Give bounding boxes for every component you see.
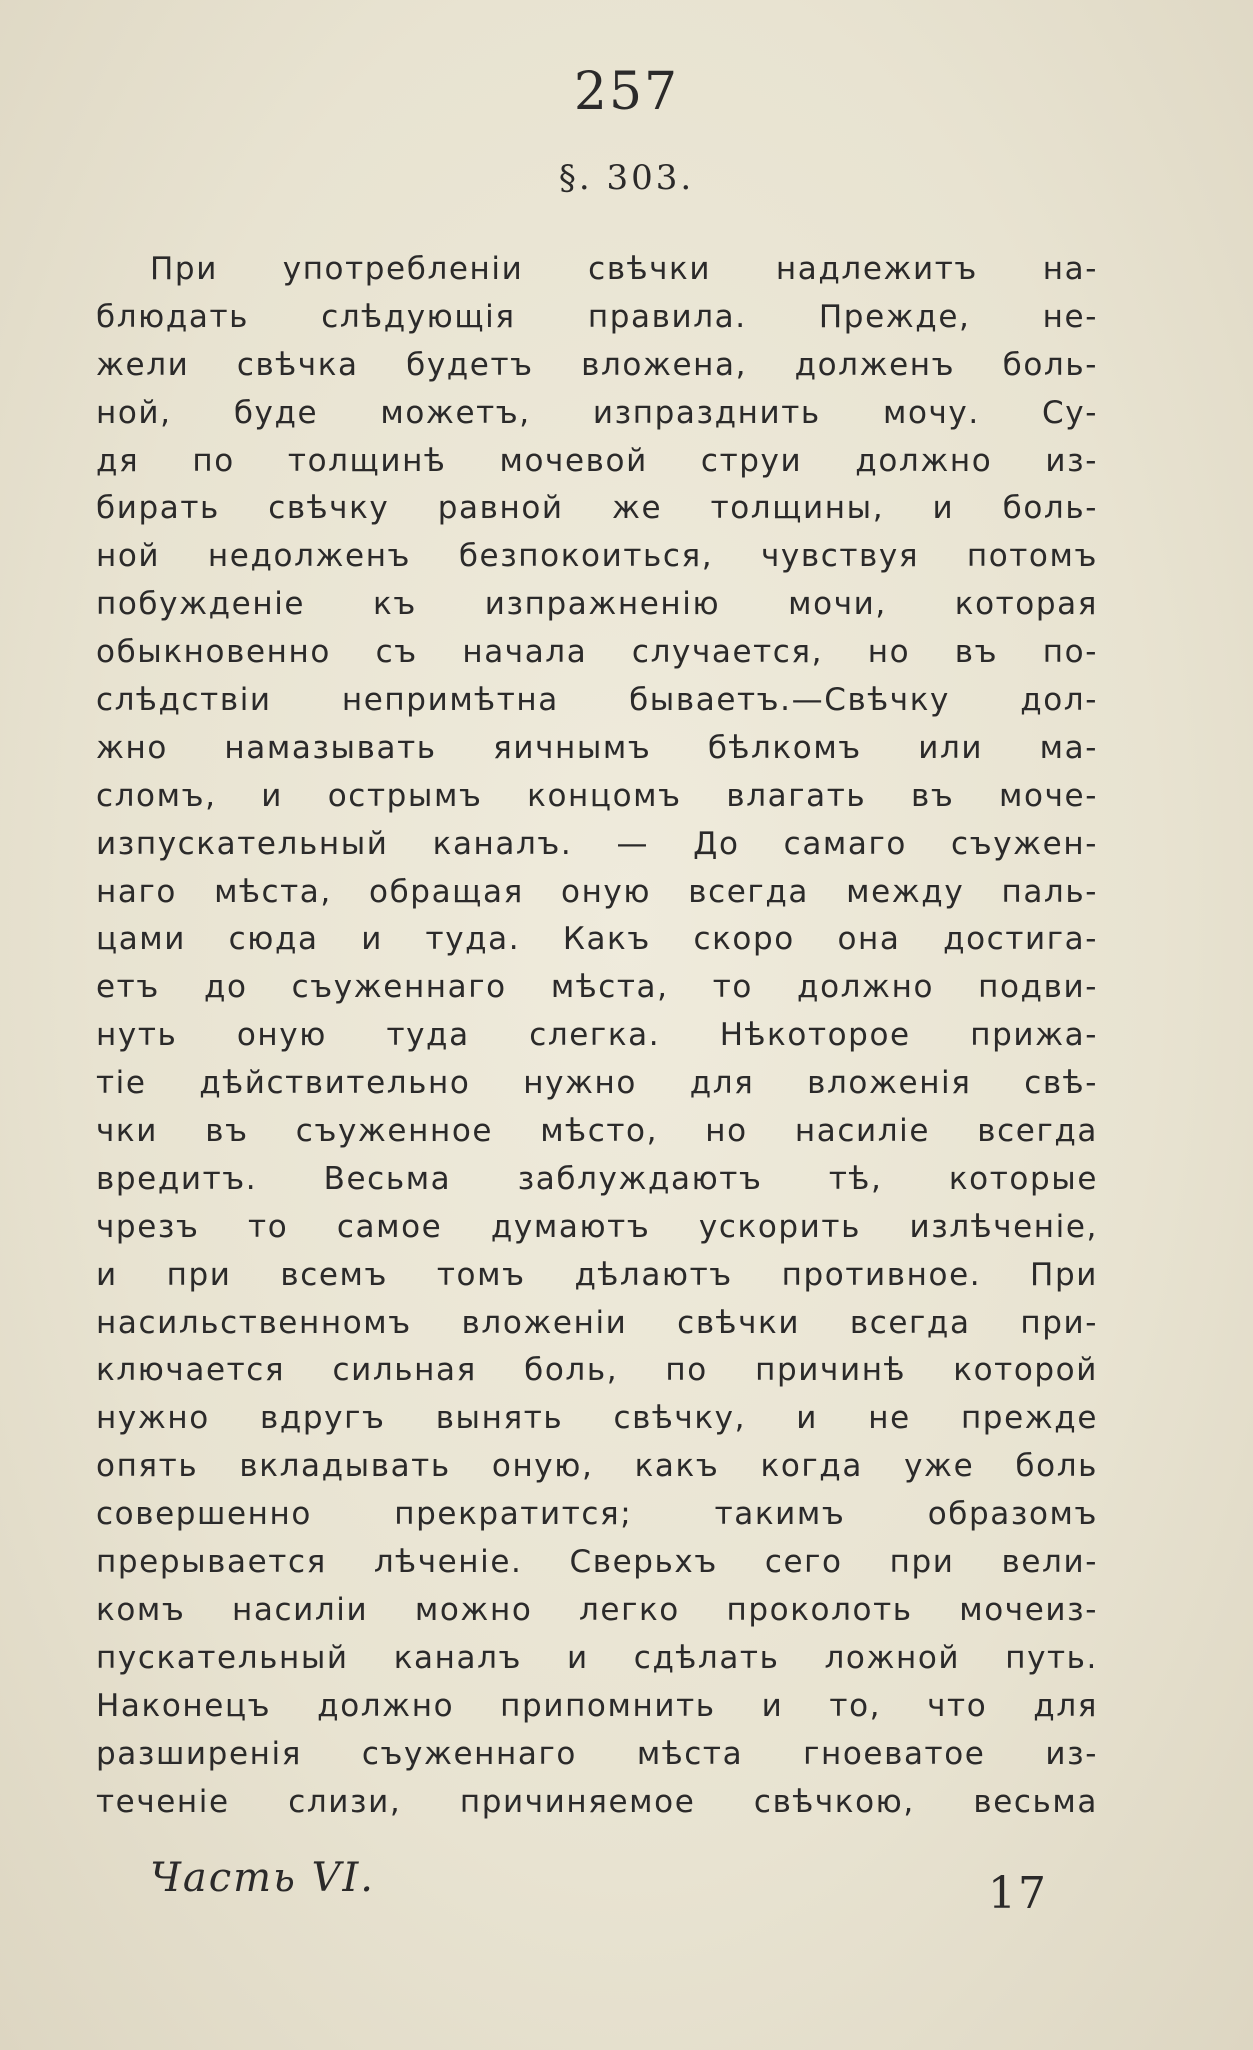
text-line: жели свѣчка будетъ вложена, долженъ боль- <box>96 346 1098 383</box>
text-line: совершенно прекратится; такимъ образомъ <box>96 1496 1098 1533</box>
text-line: ной, буде можетъ, изпразднить мочу. Су- <box>96 394 1098 431</box>
text-line: изпускательный каналъ. — До самаго съужен- <box>96 825 1098 862</box>
text-line: разширенія съуженнаго мѣста гноеватое из- <box>96 1735 1098 1772</box>
page-number: 257 <box>573 62 680 122</box>
text-line: комъ насиліи можно легко проколоть мочеиз- <box>96 1591 1098 1628</box>
section-heading: §. 303. <box>558 158 695 198</box>
part-label: Часть VI. <box>150 1855 375 1901</box>
text-line: ной недолженъ безпокоиться, чувствуя потомъ <box>96 538 1098 575</box>
text-line: нужно вдругъ вынять свѣчку, и не прежде <box>96 1400 1098 1437</box>
text-line: слѣдствіи непримѣтна бываетъ.—Свѣчку дол- <box>96 682 1098 719</box>
text-line: опять вкладывать оную, какъ когда уже боль <box>96 1448 1098 1485</box>
text-line: обыкновенно съ начала случается, но въ по- <box>96 634 1098 671</box>
text-line: теченіе слизи, причиняемое свѣчкою, весьма <box>96 1783 1098 1820</box>
text-line: побужденіе къ изпражненію мочи, которая <box>96 586 1098 623</box>
text-line: прерывается лѣченіе. Сверьхъ сего при вели- <box>96 1544 1098 1581</box>
text-line: и при всемъ томъ дѣлаютъ противное. При <box>96 1256 1098 1293</box>
text-line: При употребленіи свѣчки надлежитъ на- <box>150 251 1098 287</box>
text-line: нуть оную туда слегка. Нѣкоторое прижа- <box>96 1017 1098 1054</box>
text-line: цами сюда и туда. Какъ скоро она достига- <box>96 921 1098 958</box>
text-line: жно намазывать яичнымъ бѣлкомъ или ма- <box>96 729 1098 766</box>
text-line: блюдать слѣдующія правила. Прежде, не- <box>96 298 1098 335</box>
text-line: насильственномъ вложеніи свѣчки всегда при- <box>96 1304 1098 1341</box>
text-line: чки въ съуженное мѣсто, но насиліе всегда <box>96 1113 1098 1150</box>
signature-mark: 17 <box>988 1868 1048 1919</box>
text-line: пускательный каналъ и сдѣлать ложной путь. <box>96 1639 1098 1676</box>
text-line: Наконецъ должно припомнить и то, что для <box>96 1687 1098 1724</box>
text-line: наго мѣста, обращая оную всегда между паль- <box>96 873 1098 910</box>
text-line: бирать свѣчку равной же толщины, и боль- <box>96 490 1098 527</box>
text-line: тіе дѣйствительно нужно для вложенія свѣ- <box>96 1065 1098 1102</box>
text-line: дя по толщинѣ мочевой струи должно из- <box>96 442 1098 479</box>
text-line: сломъ, и острымъ концомъ влагать въ моче- <box>96 777 1098 814</box>
text-line: чрезъ то самое думаютъ ускорить излѣченіе, <box>96 1208 1098 1245</box>
body-text <box>96 246 1098 1826</box>
text-line: ключается сильная боль, по причинѣ которой <box>96 1352 1098 1389</box>
text-line: етъ до съуженнаго мѣста, то должно подви- <box>96 969 1098 1006</box>
text-line: вредитъ. Весьма заблуждаютъ тѣ, которые <box>96 1160 1098 1197</box>
